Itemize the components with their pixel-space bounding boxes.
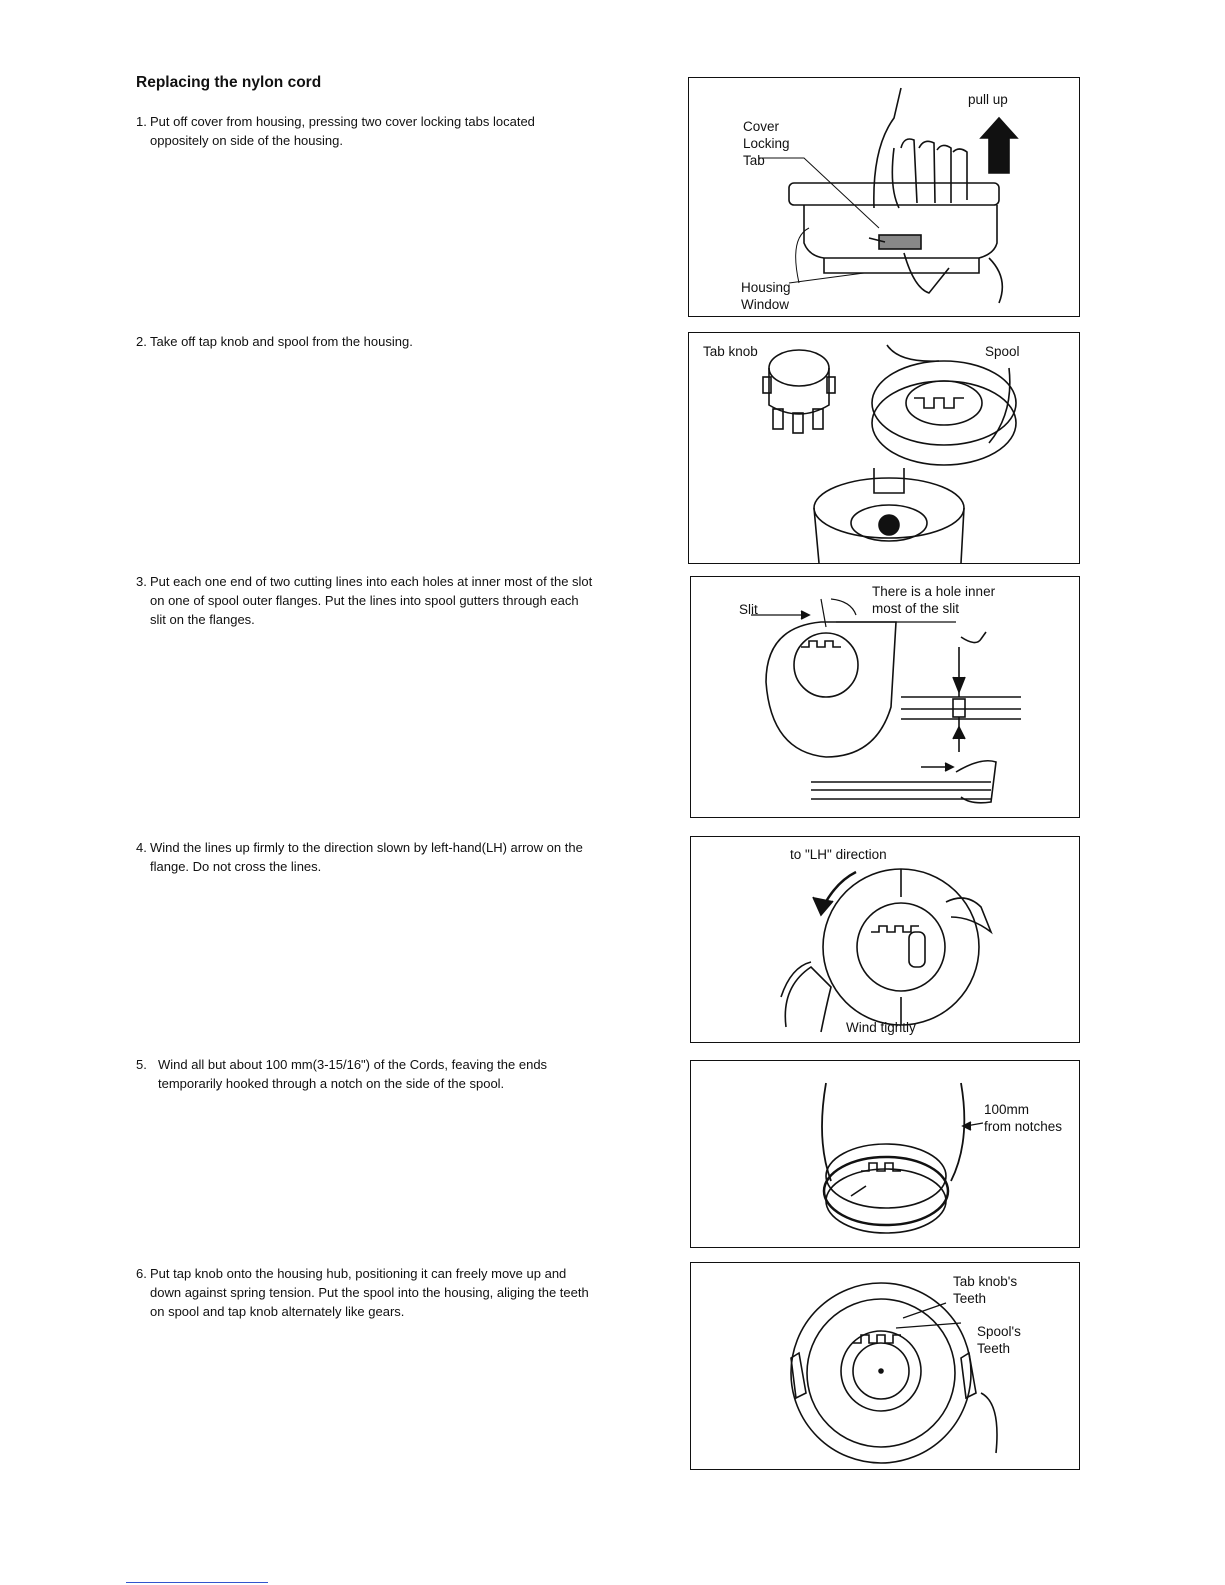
figure-cover-removal bbox=[688, 77, 1080, 317]
label-spool: Spool bbox=[985, 344, 1020, 359]
label-hole-1: There is a hole inner bbox=[872, 584, 996, 599]
step-1 bbox=[136, 112, 596, 150]
label-tab-knob-teeth-2: Teeth bbox=[953, 1291, 987, 1306]
knob-spool-illustration bbox=[689, 333, 1079, 563]
step-5 bbox=[136, 1055, 596, 1093]
step-text: Take off tap knob and spool from the housing. bbox=[150, 334, 413, 349]
figure-teeth-alignment bbox=[690, 1262, 1080, 1470]
label-pull-up: pull up bbox=[968, 92, 1008, 107]
wind-lines-illustration bbox=[691, 837, 1079, 1042]
leave-ends-illustration bbox=[691, 1061, 1079, 1247]
label-window: Window bbox=[741, 297, 790, 312]
figure-wind-lines bbox=[690, 836, 1080, 1043]
step-number: 3. bbox=[136, 574, 147, 589]
label-tab-knob: Tab knob bbox=[703, 344, 758, 359]
label-100mm: 100mm bbox=[984, 1102, 1030, 1117]
step-number: 2. bbox=[136, 334, 147, 349]
footer-rule bbox=[126, 1582, 268, 1583]
label-spool-teeth-1: Spool's bbox=[977, 1324, 1021, 1339]
step-2 bbox=[136, 332, 596, 351]
step-text: Wind all but about 100 mm(3-15/16") of the Cords, feaving the ends temporarily hooked through a notch on the side of the spool. bbox=[158, 1057, 548, 1091]
label-from-notches: from notches bbox=[984, 1119, 1063, 1134]
step-text: Put tap knob onto the housing hub, positioning it can freely move up and down against spring tension. Put the spool into the housing, aliging the teeth on spool and tap knob alternately like gears. bbox=[150, 1266, 589, 1319]
step-text: Wind the lines up firmly to the direction slown by left-hand(LH) arrow on the flange. Do not cross the lines. bbox=[150, 840, 583, 874]
label-tab: Tab bbox=[743, 153, 765, 168]
step-text: Put off cover from housing, pressing two cover locking tabs located oppositely on side of the housing. bbox=[150, 114, 535, 148]
step-6 bbox=[136, 1264, 596, 1321]
step-text: Put each one end of two cutting lines into each holes at inner most of the slot on one of spool outer flanges. Put the lines into spool gutters through each slit on the flanges. bbox=[150, 574, 593, 627]
figure-insert-lines bbox=[690, 576, 1080, 818]
label-wind-tightly: Wind tightly bbox=[846, 1020, 916, 1035]
step-number: 4. bbox=[136, 840, 147, 855]
step-number: 6. bbox=[136, 1266, 147, 1281]
label-tab-knob-teeth-1: Tab knob's bbox=[953, 1274, 1018, 1289]
figure-knob-spool bbox=[688, 332, 1080, 564]
label-hole-2: most of the slit bbox=[872, 601, 960, 616]
label-spool-teeth-2: Teeth bbox=[977, 1341, 1011, 1356]
step-number: 5. bbox=[136, 1057, 147, 1072]
step-3 bbox=[136, 572, 596, 629]
label-locking: Locking bbox=[743, 136, 790, 151]
step-4 bbox=[136, 838, 596, 876]
label-housing: Housing bbox=[741, 280, 791, 295]
step-number: 1. bbox=[136, 114, 147, 129]
page-title: Replacing the nylon cord bbox=[136, 74, 322, 91]
label-cover: Cover bbox=[743, 119, 780, 134]
label-lh-direction: to "LH" direction bbox=[790, 847, 887, 862]
teeth-alignment-illustration bbox=[691, 1263, 1079, 1469]
figure-leave-ends bbox=[690, 1060, 1080, 1248]
label-slit: Slit bbox=[739, 602, 758, 617]
